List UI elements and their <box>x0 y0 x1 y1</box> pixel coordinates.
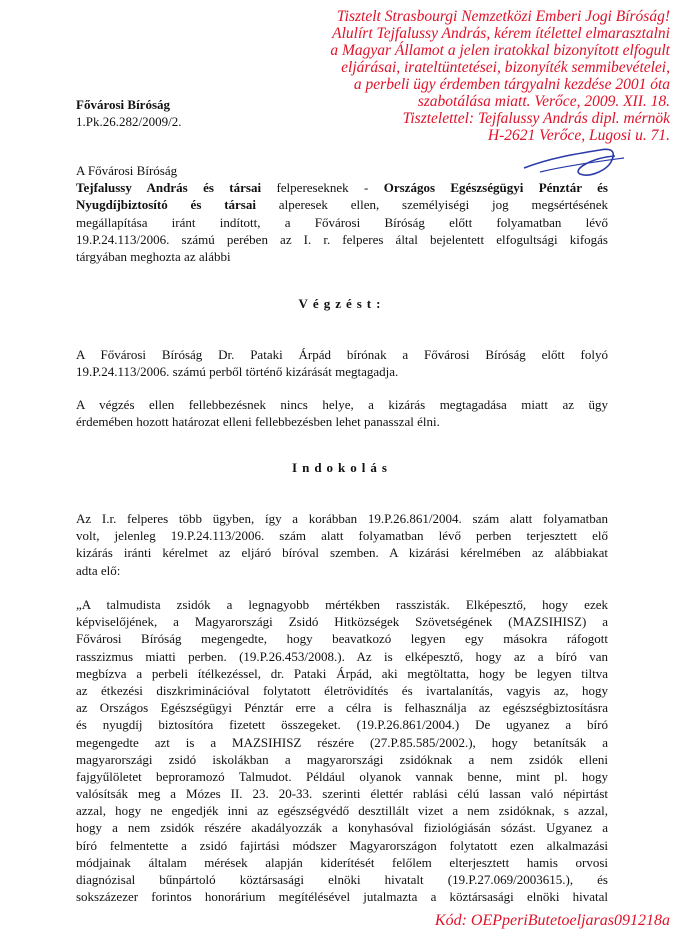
section-title-indokolas: Indokolás <box>292 460 392 475</box>
section-title-vegzes: Végzést: <box>298 296 386 311</box>
decision-paragraph: A Fővárosi Bíróság Dr. Pataki Árpád bírónak a Fővárosi Bíróság előtt folyó 19.P.24.113/2006. számú perből történő kizárását megtagadja. <box>76 347 608 380</box>
case-number: 1.Pk.26.282/2009/2. <box>76 114 182 129</box>
intro-line: megállapítása iránt indított, a Fővárosi Bíróság előtt folyamatban lévő <box>76 214 608 230</box>
intro-line: Tejfalussy András és társai felpereseknek - Országos Egészségügyi Pénztár és <box>76 180 608 196</box>
plaintiff-name: Tejfalussy András és társai <box>76 180 262 196</box>
court-name: Fővárosi Bíróság <box>76 97 171 112</box>
intro-line: Nyugdíjbiztosító és társai alperesek ellen, személyiségi jog megsértésének <box>76 197 608 213</box>
quoted-request: „A talmudista zsidók a legnagyobb mértékben rasszisták. Elképesztő, hogy ezek képviselőjének, a Magyarországi Zsidó Hitközségek Szövetségének (MAZSIHISZ) a Fővárosi Bíróság megengedte, hogy beavatkozó legyen egy másokra ráfogott rasszizmus miatti perben. (19.P.26.453/2008.). Az is elképesztő, hogy az a bíró van megbízva a perbeli ítélkezéssel, dr. Pataki Árpád, aki megtöltatta, hogy be legyen tiltva az étkezési diszkriminációval folytatott életrövidítés és ivartalanítás, vagyis az, hogy az Országos Egészségügyi Pénztár erre a célra is felhasználja az egészségbiztosításra és nyugdíj biztosítóra fizetett összegeket. (19.P.26.861/2004.) De ugyanez a bíró megengedte azt is a MAZSIHISZ részére (27.P.85.585/2002.), hogy betanítsák a magyarországi zsidó iskolákban a magyarországi zsidóknak a nem zsidók elleni fajgyűlöletet beproramozó Talmudot. Például olyanok vannak benne, mint pl. hogy valósítsák meg a Mózes II. 23. 20-33. szerinti élettér rablási célú lassan való népirtást azzal, hogy ne engedjék inni az egészségvédő desztillált vizet a nem zsidóknak, s azzal, hogy a nem zsidók részére akadályozzák a konyhasóval fiziológiásán sózást. Ugyanez a bíró felmentette a zsidó fajirtási módszer Magyarországon folytatott ezen alkalmazási módjainak általam mérések alapján kiderítését felőlem elterjesztett hamis orvosi diagnózisal bűnpártoló köztársasági elnöki hivatalt (19.P.27.069/2003615.), és sokszázezer forintos honorárium megítélésével jutalmazta a köztársasági elnöki hivatal <box>76 597 608 905</box>
annotation-line: szabotálása miatt. Verőce, 2009. XII. 18. <box>417 93 670 110</box>
appeal-paragraph: A végzés ellen fellebbezésnek nincs helye, a kizárás megtagadása miatt az ügy érdemében hozott határozat elleni fellebbezésben lehet panasszal élni. <box>76 397 608 430</box>
reasoning-paragraph: Az I.r. felperes több ügyben, így a korábban 19.P.26.861/2004. szám alatt folyamatban volt, jelenleg 19.P.24.113/2006. szám alatt folyamatban lévő perben terjesztett elő kizárás iránti kérelmet az eljáró bíróval szemben. A kizárási kérelmében az alábbiakat adta elő: <box>76 511 608 578</box>
annotation-line: Tisztelettel: Tejfalussy András dipl. mérnök <box>402 110 670 127</box>
defendant-name: Országos Egészségügyi Pénztár és <box>383 180 608 196</box>
annotation-line: a perbeli ügy érdemben tárgyalni kezdése 2001 óta <box>353 76 670 93</box>
annotation-line: eljárásai, irateltüntetései, bizonyíték semmibevételei, <box>341 59 670 76</box>
annotation-line: Tisztelt Strasbourgi Nemzetközi Emberi Jogi Bíróság! <box>336 8 670 25</box>
intro-paragraph <box>76 162 608 265</box>
intro-line: 19.P.24.113/2006. számú perében az I. r. felperes által bejelentett elfogultsági kifogás <box>76 231 608 247</box>
intro-line: A Fővárosi Bíróság <box>76 163 178 178</box>
court-header <box>76 96 181 130</box>
document-code: Kód: OEPperiButetoeljaras091218a <box>434 912 670 929</box>
annotation-line: Alulírt Tejfalussy András, kérem ítélettel elmarasztalni <box>332 25 670 42</box>
annotation-block <box>214 8 670 144</box>
intro-line: tárgyában meghozta az alábbi <box>76 248 231 264</box>
annotation-line: a Magyar Államot a jelen iratokkal bizonyított elfogult <box>330 42 670 59</box>
annotation-line: H-2621 Verőce, Lugosi u. 71. <box>487 127 670 144</box>
